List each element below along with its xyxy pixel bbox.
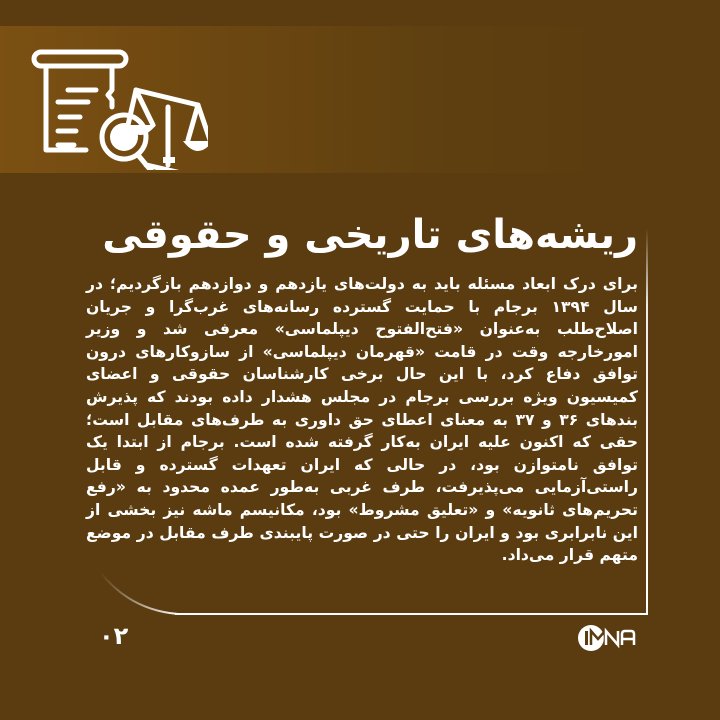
article-body: برای درک ابعاد مسئله باید به دولت‌های یازدهم و دوازدهم بازگردیم؛ در سال ۱۳۹۴ برجام با حمایت گسترده رسانه‌های غرب‌گرا و جریان اصلاح‌طلب به‌عنوان «فتح‌الفتوح دیپلماسی» معرفی شد و وزیر امورخارجه وقت در قامت «قهرمان دیپلماسی» از سازوکارهای درون توافق دفاع کرد، با این حال برخی کارشناسان حقوقی و اعضای کمیسیون ویژه بررسی برجام در مجلس هشدار داده بودند که پذیرش بندهای ۳۶ و ۳۷ به معنای اعطای حق داوری به طرف‌های مقابل است؛ حقی که اکنون علیه ایران به‌کار گرفته شده است. برجام از ابتدا یک توافق نامتوازن بود، در حالی که ایران تعهدات گسترده و قابل راستی‌آزمایی می‌پذیرفت، طرف غربی به‌طور عمده محدود به «رفع تحریم‌های ثانویه» و «تعلیق مشروط» بود، مکانیسم ماشه نیز بخشی از این نابرابری بود و ایران را حتی در صورت پایبندی طرف مقابل در موضع متهم قرار می‌داد. (86, 275, 638, 565)
page-number: ۰۲ (99, 622, 129, 650)
imna-logo (578, 624, 648, 652)
frame-line-right (646, 228, 648, 615)
legal-document-search-scales-icon (28, 45, 208, 170)
frame-line-bottom (175, 613, 648, 615)
page-title: ریشه‌های تاریخی و حقوقی (102, 212, 638, 258)
frame-curve (90, 570, 190, 618)
